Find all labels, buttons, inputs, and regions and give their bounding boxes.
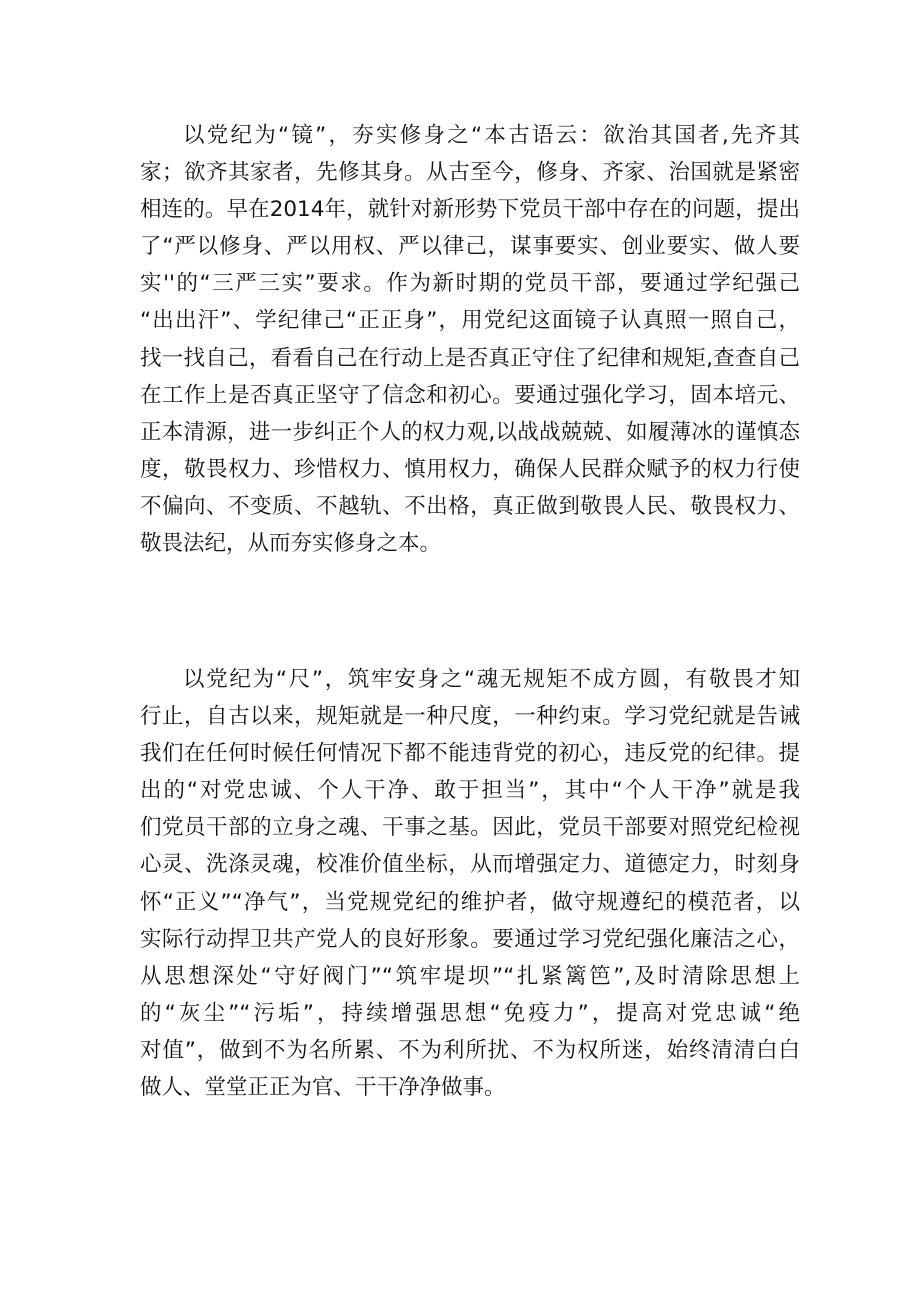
paragraph-line: 们党员干部的立身之魂、干事之基。因此，党员干部要对照党纪检视 (140, 815, 800, 841)
paragraph-line: 的“灰尘”“污垢”，持续增强思想“免疫力”，提高对党忠诚“绝 (140, 1000, 800, 1026)
paragraph-line: 出的“对党忠诚、个人干净、敢于担当”，其中“个人干净”就是我 (140, 778, 800, 804)
paragraph-line: 在工作上是否真正坚守了信念和初心。要通过强化学习，固本培元、 (140, 382, 800, 408)
paragraph-line: 以党纪为“镜”，夯实修身之“本古语云：欲治其国者,先齐其 (183, 123, 800, 148)
paragraph-line: 正本清源，进一步纠正个人的权力观,以战战兢兢、如履薄冰的谨慎态 (140, 419, 800, 445)
paragraph-line: 对值”，做到不为名所累、不为利所扰、不为权所迷，始终清清白白 (140, 1037, 800, 1063)
paragraph-line: 以党纪为“尺”，筑牢安身之“魂无规矩不成方圆，有敬畏才知 (183, 667, 800, 692)
paragraph-line: 了“严以修身、严以用权、严以律己，谋事要实、创业要实、做人要 (140, 234, 800, 260)
paragraph-line: 度，敬畏权力、珍惜权力、慎用权力，确保人民群众赋予的权力行使 (140, 456, 800, 482)
paragraph-line: 找一找自己，看看自己在行动上是否真正守住了纪律和规矩,查查自己 (140, 345, 800, 371)
paragraph-line: 怀“正义”“净气”，当党规党纪的维护者，做守规遵纪的模范者，以 (140, 889, 800, 915)
paragraph-line: 敬畏法纪，从而夯实修身之本。 (140, 531, 442, 557)
paragraph-line: 相连的。早在2014年，就针对新形势下党员干部中存在的问题，提出 (140, 197, 800, 223)
paragraph-line: 实''的“三严三实”要求。作为新时期的党员干部，要通过学纪强己 (140, 271, 800, 297)
paragraph-line: 从思想深处“守好阀门”“筑牢堤坝”“扎紧篱笆”,及时清除思想上 (140, 963, 800, 989)
paragraph-line: 家；欲齐其家者，先修其身。从古至今，修身、齐家、治国就是紧密 (140, 160, 800, 186)
paragraph-line: 不偏向、不变质、不越轨、不出格，真正做到敬畏人民、敬畏权力、 (140, 493, 800, 519)
paragraph-line: 行止，自古以来，规矩就是一种尺度，一种约束。学习党纪就是告诫 (140, 704, 800, 730)
paragraph-line: 做人、堂堂正正为官、干干净净做事。 (140, 1075, 506, 1101)
paragraph-line: 实际行动捍卫共产党人的良好形象。要通过学习党纪强化廉洁之心， (140, 926, 800, 952)
paragraph-discipline-as-ruler (140, 661, 800, 1106)
paragraph-discipline-as-mirror (140, 117, 800, 562)
paragraph-line: 心灵、洗涤灵魂，校准价值坐标，从而增强定力、道德定力，时刻身 (140, 852, 800, 878)
paragraph-line: 我们在任何时候任何情况下都不能违背党的初心，违反党的纪律。提 (140, 741, 800, 767)
paragraph-line: “出出汗”、学纪律己“正正身”，用党纪这面镜子认真照一照自己， (140, 308, 800, 334)
